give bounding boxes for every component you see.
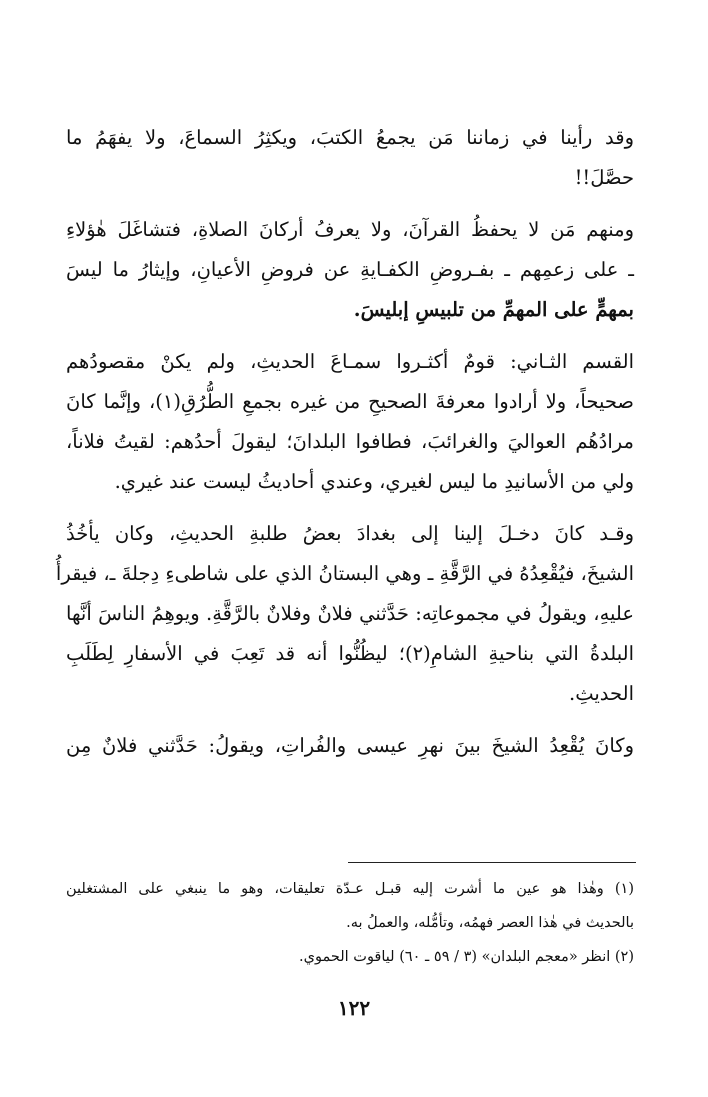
text-line: ولي من الأسانيدِ ما ليس لغيري، وعندي أحاديثُ ليست عند غيري. <box>114 470 634 493</box>
paragraph-4 <box>55 514 634 714</box>
text-line: وقـد كانَ دخـلَ إلينا إلى بغدادَ بعضُ طلبةِ الحديثِ، وكان يأخُذُ <box>66 522 634 545</box>
footnote-line: (٢) انظر «معجم البلدان» (٣ / ٥٩ ـ ٦٠) لياقوت الحموي. <box>299 949 634 965</box>
paragraph-2 <box>66 210 634 330</box>
text-line: الحديثِ. <box>569 682 634 705</box>
paragraph-1 <box>66 118 634 198</box>
footnote-1 <box>66 872 634 940</box>
text-line: القسم الثـاني: قومٌ أكثـروا سمـاعَ الحديثِ، ولم يكنْ مقصودُهم <box>66 350 634 373</box>
text-line: وقد رأينا في زماننا مَن يجمعُ الكتبَ، ويكثِرُ السماعَ، ولا يفهَمُ ما <box>66 126 634 149</box>
footnote-line: (١) وهٰذا هو عين ما أشرت إليه قبـل عـدّة تعليقات، وهو ما ينبغي على المشتغلين <box>66 881 634 897</box>
text-line: ـ على زعمِهم ـ بفـروضِ الكفـايةِ عن فروضِ الأعيانِ، وإيثارُ ما ليسَ <box>66 258 634 281</box>
text-line: مرادُهُم العواليَ والغرائبَ، فطافوا البلدانَ؛ ليقولَ أحدُهم: لقيتُ فلاناً، <box>66 430 634 453</box>
text-line: وكانَ يُقْعِدُ الشيخَ بينَ نهرِ عيسى والفُراتِ، ويقولُ: حَدَّثني فلانٌ مِن <box>66 734 634 757</box>
page-number: ١٢٢ <box>337 996 371 1020</box>
paragraph-3 <box>66 342 634 502</box>
text-line: بمهمٍّ على المهمِّ من تلبيسِ إبليسَ. <box>353 298 634 321</box>
main-text <box>55 118 634 766</box>
footnotes <box>66 872 634 974</box>
text-line: حصَّلَ!! <box>574 166 634 189</box>
footnote-line: بالحديث في هٰذا العصر فهمُه، وتأمُّله، والعملُ به. <box>346 915 634 931</box>
text-line: البلدةُ التي بناحيةِ الشامِ(٢)؛ ليظُنُّوا أنه قد تَعِبَ في الأسفارِ لِطَلَبِ <box>66 642 634 665</box>
text-line: صحيحاً، ولا أرادوا معرفةَ الصحيحِ من غيره بجمعِ الطُّرُقِ(١)، وإنَّما كانَ <box>66 390 634 413</box>
paragraph-5 <box>66 726 634 766</box>
text-line: ومنهم مَن لا يحفظُ القرآنَ، ولا يعرفُ أركانَ الصلاةِ، فتشاغَلَ هٰؤلاءِ <box>66 218 634 241</box>
text-line: الشيخَ، فيُقْعِدُهُ في الرَّقَّةِ ـ وهي البستانُ الذي على شاطىءِ دِجلةَ ـ، فيقرأُ <box>55 562 634 585</box>
footnote-2 <box>66 940 634 974</box>
footnote-separator <box>348 862 636 863</box>
text-line: عليهِ، ويقولُ في مجموعاتِه: حَدَّثني فلانٌ وفلانٌ بالرَّقَّةِ. ويوهِمُ الناسَ أنَّها <box>66 602 634 625</box>
